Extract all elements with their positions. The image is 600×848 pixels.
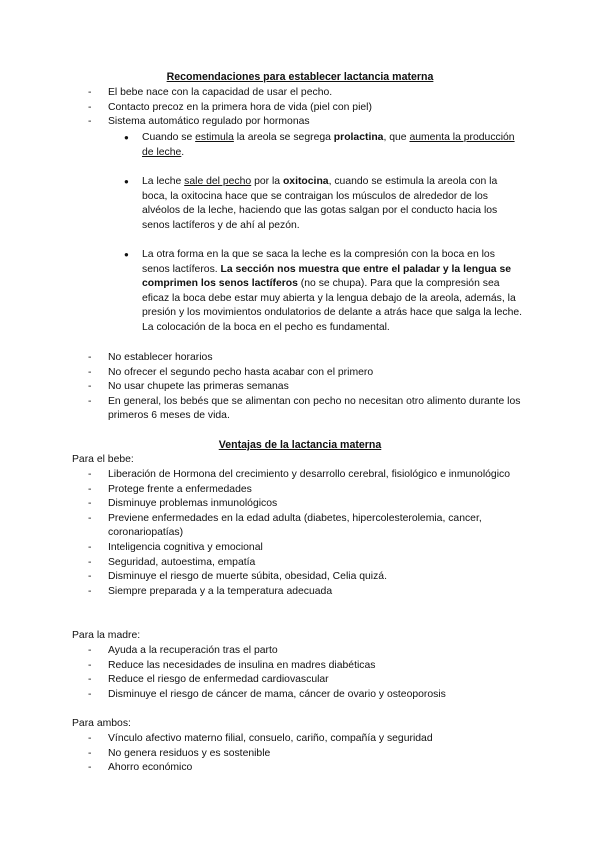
list-item: - No usar chupete las primeras semanas: [88, 380, 528, 395]
list-item: - Contacto precoz en la primera hora de vida (piel con piel): [88, 101, 528, 116]
text-run: , que: [383, 132, 410, 143]
list-item: - Siempre preparada y a la temperatura adecuada: [88, 585, 528, 600]
list-item: - Seguridad, autoestima, empatía: [88, 556, 528, 571]
bullet-item: [140, 248, 525, 336]
bullet-oxitocina: [140, 175, 525, 233]
list-item: - Reduce las necesidades de insulina en madres diabéticas: [88, 659, 528, 674]
underlined-text: estimula: [195, 132, 234, 143]
bullet-compresion: [140, 248, 525, 336]
underlined-text: aumenta la producción de leche: [142, 132, 515, 158]
text-run: .: [181, 146, 185, 158]
text-run: por la: [251, 176, 283, 187]
heading-ventajas: Ventajas de la lactancia materna: [218, 439, 382, 451]
bold-text: oxitocina: [282, 176, 329, 187]
list-item: - En general, los bebés que se alimentan con pecho no necesitan otro alimento durante los primeros 6 meses de vida.: [88, 395, 528, 424]
text-run: la areola se segrega: [233, 132, 334, 143]
text-run: (no se chupa). Para que la compresión sea eficaz la boca debe estar muy abierta y la lengua debajo de la areola, además, la presión y los movimientos ondulatorios de delante a atrás hace que salga la leche. La colocación de la boca en el pecho es fundamental.: [142, 278, 523, 333]
text-run: Cuando se: [142, 132, 196, 143]
underlined-text: sale del pecho: [184, 176, 252, 187]
bullet-item: [140, 175, 525, 233]
list-item: - Vínculo afectivo materno filial, consuelo, cariño, compañía y seguridad: [88, 732, 528, 747]
list-item: - Disminuye problemas inmunológicos: [88, 497, 528, 512]
list-madre: [88, 644, 528, 702]
list-item: - Ahorro económico: [88, 761, 528, 776]
heading-recomendaciones: Recomendaciones para establecer lactancia materna: [166, 71, 434, 83]
list-item: - No establecer horarios: [88, 351, 528, 366]
text-run: La otra forma en la que se saca la leche es la compresión con la boca en los senos lactíferos.: [142, 249, 495, 275]
list-item: - Liberación de Hormona del crecimiento y desarrollo cerebral, fisiológico e inmunológico: [88, 468, 528, 483]
list-recs-bottom: [88, 351, 528, 424]
list-recs-top: [88, 86, 528, 130]
bullet-prolactina: [140, 131, 525, 160]
bold-text: prolactina: [333, 132, 384, 143]
list-item: - Reduce el riesgo de enfermedad cardiovascular: [88, 673, 528, 688]
list-item: - Disminuye el riesgo de muerte súbita, obesidad, Celia quizá.: [88, 570, 528, 585]
list-item: - Sistema automático regulado por hormonas: [88, 115, 528, 130]
text-run: , cuando se estimula la areola con la boca, la oxitocina hace que se contraigan los músculos de alrededor de los alvéolos de la leche, haciendo que las gotas salgan por el conducto hacia los senos lactíferos y de ahí al pezón.: [142, 176, 498, 231]
list-item: - Previene enfermedades en la edad adulta (diabetes, hipercolesterolemia, cancer, coronariopatías): [88, 512, 528, 541]
bullet-item: [140, 131, 525, 160]
list-item: - Protege frente a enfermedades: [88, 483, 528, 498]
list-item: - Disminuye el riesgo de cáncer de mama, cáncer de ovario y osteoporosis: [88, 688, 528, 703]
list-item: - Ayuda a la recuperación tras el parto: [88, 644, 528, 659]
list-bebe: [88, 468, 528, 599]
bold-text: La sección nos muestra que entre el paladar y la lengua se comprimen los senos lactíferos: [142, 263, 512, 290]
label-para-la-madre: Para la madre:: [72, 630, 141, 641]
list-item: - No genera residuos y es sostenible: [88, 747, 528, 762]
list-item: - No ofrecer el segundo pecho hasta acabar con el primero: [88, 366, 528, 381]
label-para-el-bebe: Para el bebe:: [72, 454, 134, 465]
list-ambos: [88, 732, 528, 776]
label-para-ambos: Para ambos:: [72, 718, 131, 729]
text-run: La leche: [142, 176, 185, 187]
list-item: - El bebe nace con la capacidad de usar el pecho.: [88, 86, 528, 101]
list-item: - Inteligencia cognitiva y emocional: [88, 541, 528, 556]
